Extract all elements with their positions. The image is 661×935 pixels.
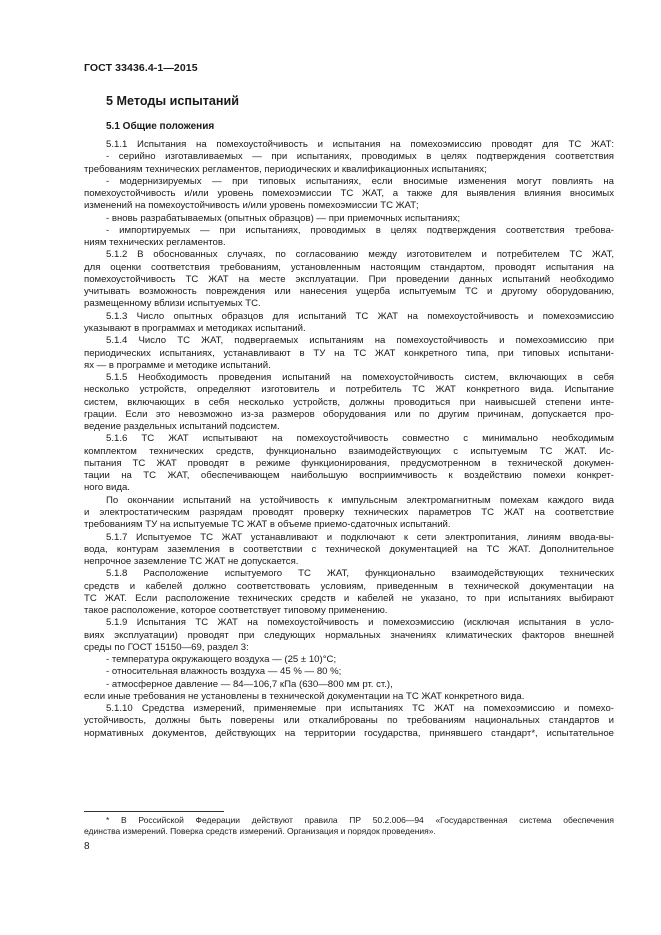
footnote-line: единства измерений. Поверка средств измерений. Организация и порядок проведения». bbox=[84, 826, 436, 837]
text-line: виях эксплуатации) проводят при следующих нормальных значениях климатических факторов внешней bbox=[84, 629, 614, 641]
text-line: 5.1.5 Необходимость проведения испытаний на помехоустойчивость систем, включающих в себя bbox=[106, 372, 614, 384]
text-line: комплектом технических средств, функционально взаимодействующих с испытуемым ТС ЖАТ. Ис- bbox=[84, 445, 614, 457]
text-line: - температура окружающего воздуха — (25 ± 10)°C; bbox=[106, 654, 337, 666]
text-line: и электростатическим разрядам проводят проверку технических параметров ТС ЖАТ на соответствие bbox=[84, 506, 614, 518]
text-line: ного вида. bbox=[84, 482, 130, 494]
text-line: указывают в программах и методиках испытаний. bbox=[84, 322, 306, 334]
text-line: По окончании испытаний на устойчивость к импульсным электромагнитным помехам каждого вида bbox=[106, 494, 614, 506]
text-line: если иные требования не установлены в технической документации на ТС ЖАТ конкретного вида. bbox=[84, 690, 525, 702]
text-line: грации. Если это невозможно из-за размеров оборудования или по другим причинам, допускается про- bbox=[84, 408, 614, 420]
text-line: несколько устройств, определяют изготовитель и потребитель ТС ЖАТ конкретного вида. Испытание bbox=[84, 384, 614, 396]
text-line: - вновь разрабатываемых (опытных образцов) — при приемочных испытаниях; bbox=[106, 212, 461, 224]
text-line: помехоустойчивость ТС ЖАТ на месте эксплуатации. При проведении данных испытаний необходимо bbox=[84, 273, 614, 285]
text-line: для оценки соответствия требованиям, установленным настоящим стандартом, проводят испытания на bbox=[84, 261, 614, 273]
text-line: 5.1.6 ТС ЖАТ испытывают на помехоустойчивость совместно с минимально необходимым bbox=[106, 433, 614, 445]
text-line: - модернизируемых — при типовых испытаниях, если вносимые изменения могут повлиять на bbox=[106, 175, 614, 187]
text-line: 5.1.4 Число ТС ЖАТ, подвергаемых испытаниям на помехоустойчивость и помехоэмиссию при bbox=[106, 335, 614, 347]
text-line: - импортируемых — при испытаниях, проводимых в целях подтверждения соответствия требова- bbox=[106, 224, 614, 236]
subsection-title: 5.1 Общие положения bbox=[106, 121, 215, 132]
text-line: - атмосферное давление — 84—106,7 кПа (630—800 мм рт. ст.), bbox=[106, 678, 393, 690]
page-number: 8 bbox=[84, 841, 90, 852]
text-line: тации на ТС ЖАТ, обеспечивающем наибольшую восприимчивость к воздействию помехи конкрет- bbox=[84, 470, 614, 482]
text-line: 5.1.1 Испытания на помехоустойчивость и испытания на помехоэмиссию проводят для ТС ЖАТ: bbox=[106, 139, 614, 150]
text-line: непрочное заземление ТС ЖАТ не допускается. bbox=[84, 556, 299, 568]
text-line: помехоустойчивость и/или уровень помехоэмиссии ТС ЖАТ, а также для выявления влияния вносимых bbox=[84, 188, 614, 200]
text-line: устойчивость, должны быть поверены или откалиброваны по требованиям национальных стандартов и bbox=[84, 715, 614, 727]
text-line: 5.1.2 В обоснованных случаях, по согласованию между изготовителем и потребителем ТС ЖАТ, bbox=[106, 249, 614, 261]
text-line: вода, контурам заземления в соответствии с технической документацией на ТС ЖАТ. Дополнительное bbox=[84, 543, 614, 555]
text-line: ях — в программе и методике испытаний. bbox=[84, 359, 271, 371]
text-line: требованиям ТУ на испытуемые ТС ЖАТ в объеме приемо-сдаточных испытаний. bbox=[84, 519, 451, 531]
text-line: 5.1.8 Расположение испытуемого ТС ЖАТ, функционально взаимодействующих технических bbox=[106, 568, 614, 580]
text-line: - серийно изготавливаемых — при испытаниях, проводимых в целях подтверждения соответствия bbox=[106, 151, 614, 163]
footnote-line: * В Российской Федерации действуют правила ПР 50.2.006—94 «Государственная система обеспечения bbox=[106, 815, 614, 825]
text-line: пытания ТС ЖАТ проводят в режиме функционирования, предусмотренном в технической докумен- bbox=[84, 457, 614, 469]
text-line: ниям технических регламентов. bbox=[84, 237, 226, 249]
text-line: размещенному вблизи испытуемых ТС. bbox=[84, 298, 261, 310]
text-line: 5.1.3 Число опытных образцов для испытаний ТС ЖАТ на помехоустойчивость и помехоэмиссию bbox=[106, 310, 614, 322]
text-line: ТС ЖАТ. Если расположение технических средств и кабелей не указано, то при испытаниях выбирают bbox=[84, 592, 614, 604]
text-line: 5.1.10 Средства измерений, применяемые при испытаниях ТС ЖАТ на помехоэмиссию и помехо- bbox=[106, 703, 614, 715]
section-title: 5 Методы испытаний bbox=[106, 94, 239, 108]
footnote-divider bbox=[84, 811, 224, 812]
document-header: ГОСТ 33436.4-1—2015 bbox=[84, 62, 198, 74]
text-line: нормативных документов, действующих на территории государства, принявшего стандарт*, испытательное bbox=[84, 727, 614, 739]
body-text bbox=[84, 139, 614, 740]
footnote bbox=[84, 815, 614, 838]
text-line: изменений на помехоустойчивость и/или уровень помехоэмиссии ТС ЖАТ; bbox=[84, 200, 419, 212]
text-line: среды по ГОСТ 15150—69, раздел 3: bbox=[84, 641, 249, 653]
text-line: учитывать возможность повреждения или нанесения ущерба испытуемым ТС и другому оборудованию, bbox=[84, 286, 614, 298]
text-line: 5.1.9 Испытания ТС ЖАТ на помехоустойчивость и помехоэмиссию (исключая испытания в усло- bbox=[106, 617, 614, 629]
text-line: 5.1.7 Испытуемое ТС ЖАТ устанавливают и подключают к сети электропитания, линиям ввода-вы- bbox=[106, 531, 614, 543]
text-line: - относительная влажность воздуха — 45 % — 80 %; bbox=[106, 666, 342, 678]
text-line: периодических испытаниях, устанавливают в ТУ на ТС ЖАТ конкретного типа, при типовых испытани- bbox=[84, 347, 614, 359]
text-line: систем, включающих в себя несколько устройств, должны проводиться при наивысшей степени инте- bbox=[84, 396, 614, 408]
text-line: такое расположение, которое соответствует типовому применению. bbox=[84, 605, 388, 617]
text-line: требованиям технических регламентов, периодических и квалификационных испытаниях; bbox=[84, 163, 487, 175]
text-line: средств и кабелей должно соответствовать условиям, приведенным в технической документации на bbox=[84, 580, 614, 592]
text-line: ведение раздельных испытаний подсистем. bbox=[84, 421, 280, 433]
